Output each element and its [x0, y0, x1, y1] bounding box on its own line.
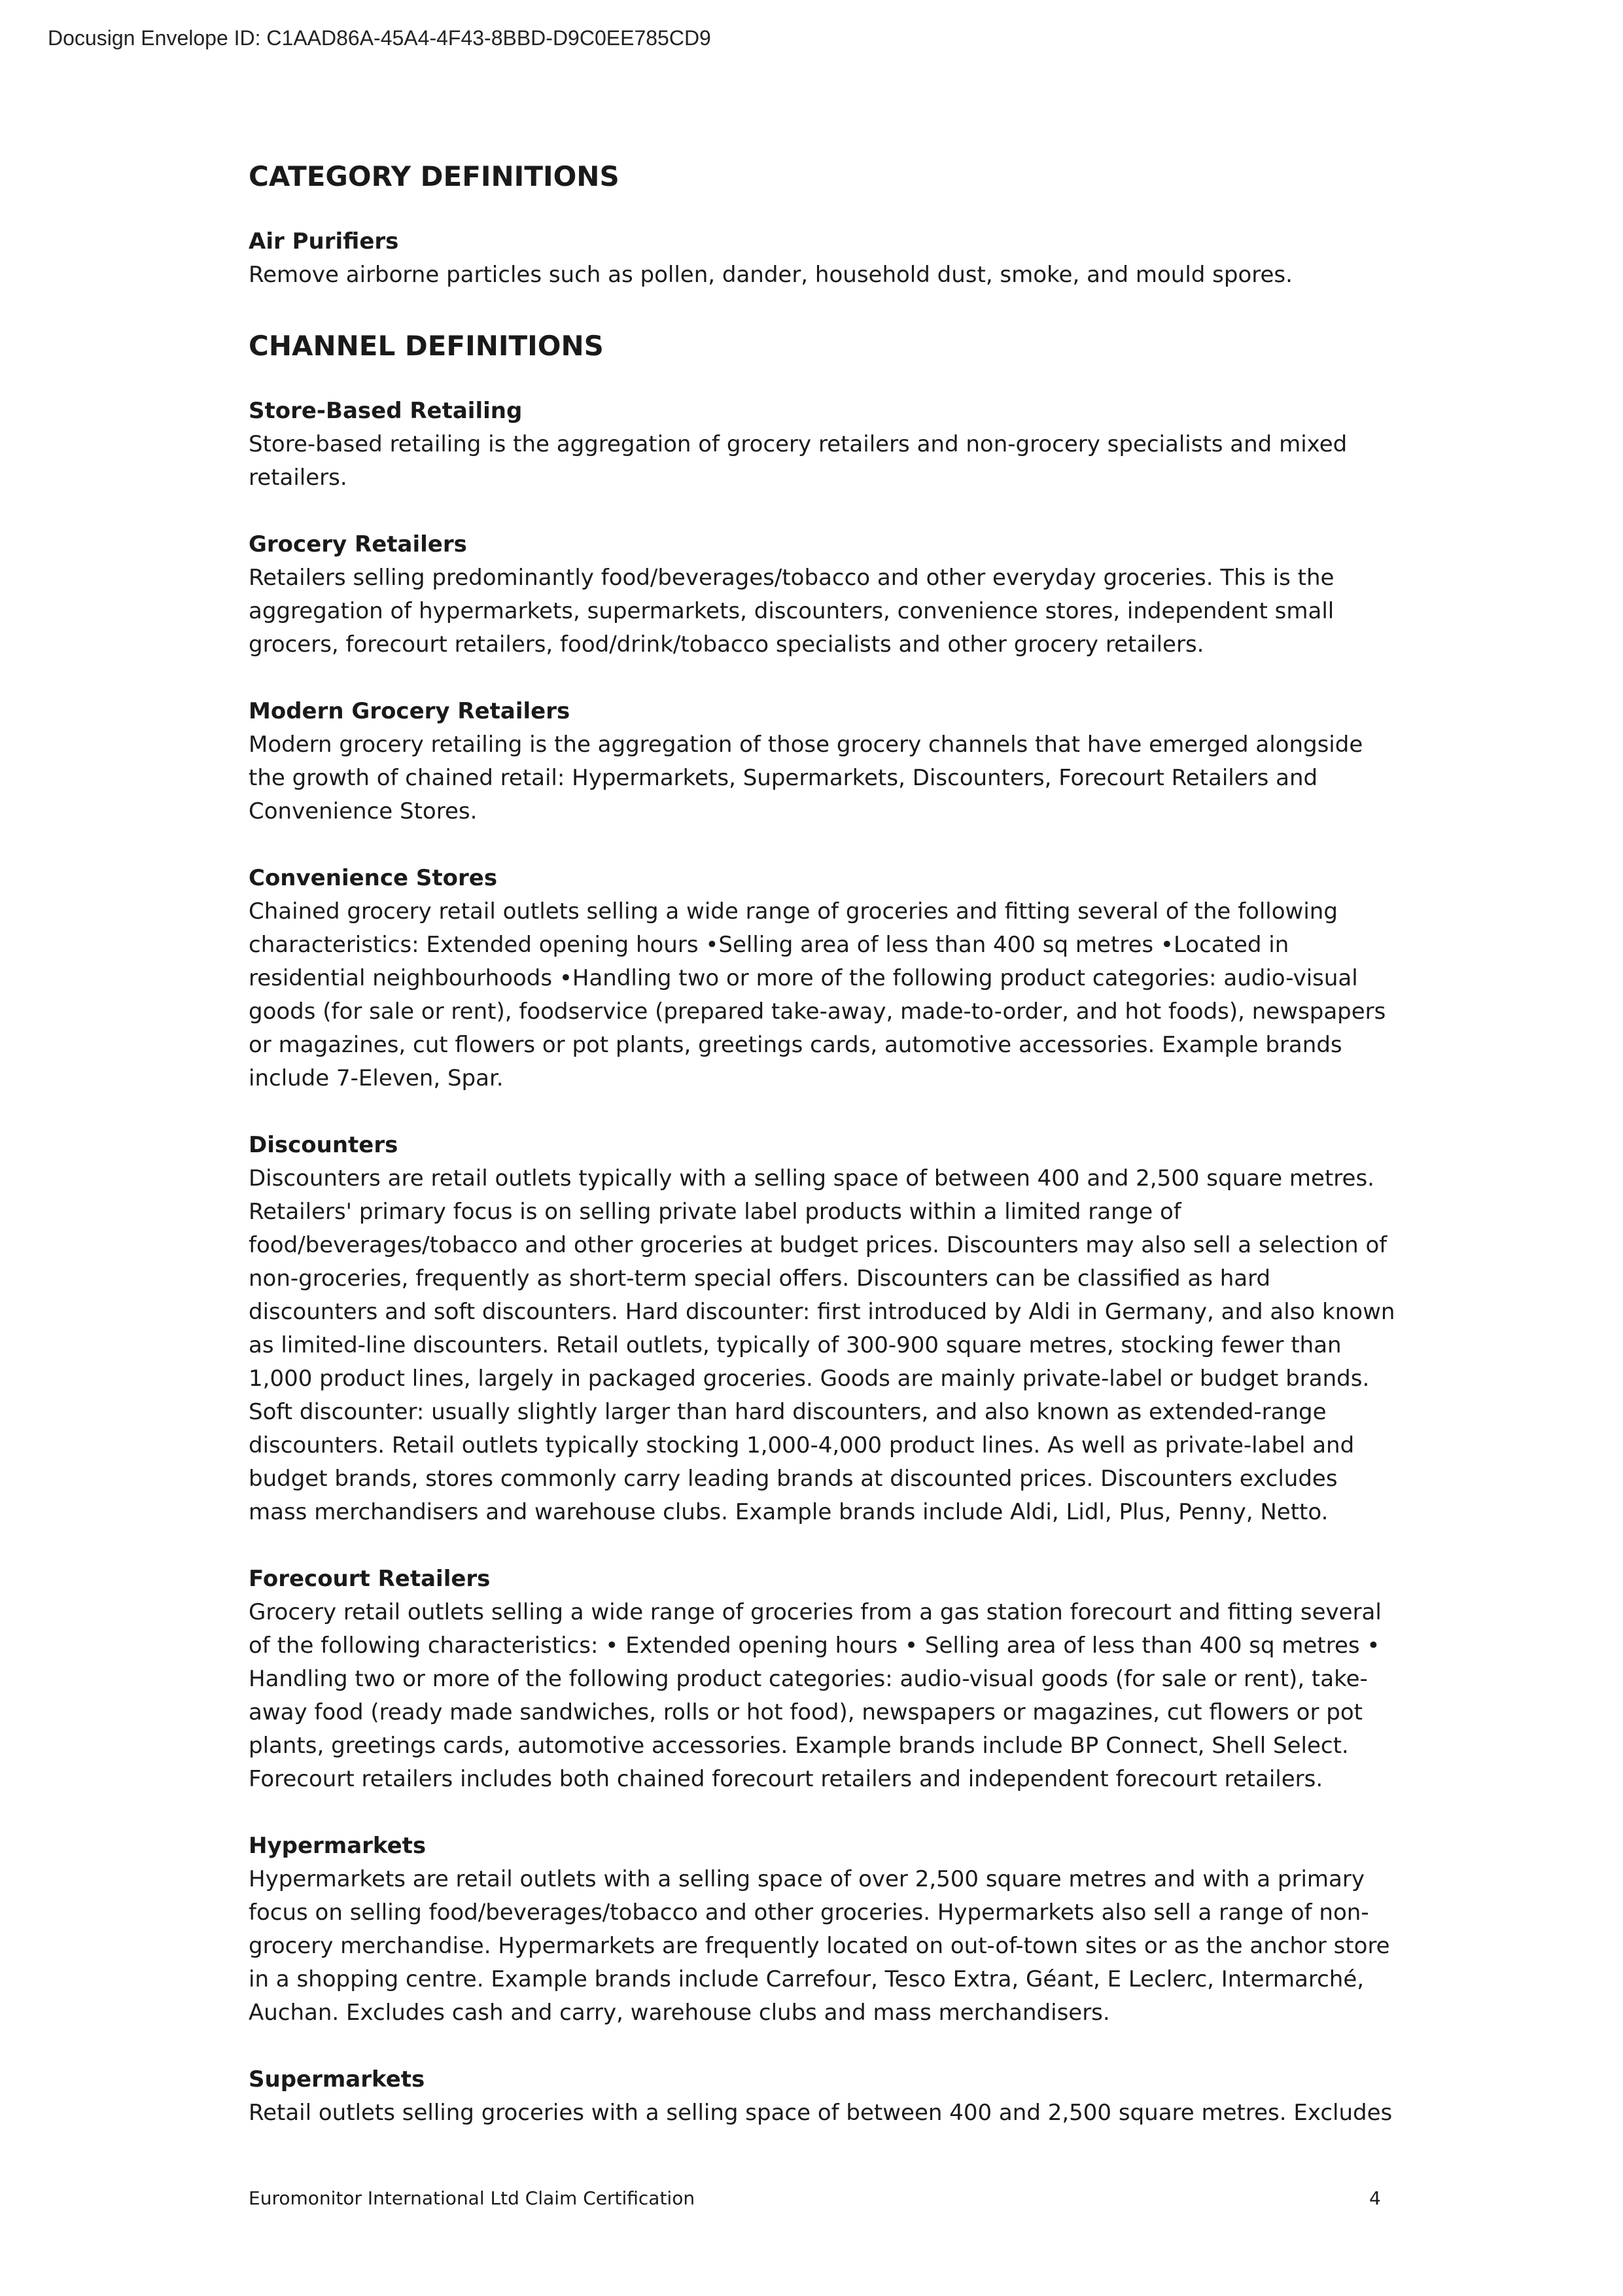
definition-entry [249, 862, 1400, 1095]
definition-title: Convenience Stores [249, 865, 498, 891]
definition-title: Air Purifiers [249, 228, 399, 255]
definition-title: Supermarkets [249, 2066, 425, 2093]
envelope-id: Docusign Envelope ID: C1AAD86A-45A4-4F43-8BBD-D9C0EE785CD9 [48, 26, 711, 50]
definition-entry [249, 695, 1400, 828]
definition-body: Chained grocery retail outlets selling a wide range of groceries and fitting several of the following characteristics: Extended opening hours •Selling area of less than 400 sq metres •Located in residential neighbourhoods •Handling two or more of the following product categories: audio-visual goods (for sale or rent), foodservice (prepared take-away, made-to-order, and hot foods), newspapers or magazines, cut flowers or pot plants, greetings cards, automotive accessories. Example brands include 7-Eleven, Spar. [249, 898, 1386, 1091]
definition-body: Remove airborne particles such as pollen, dander, household dust, smoke, and mould spores. [249, 262, 1293, 288]
definition-entry [249, 1829, 1400, 2030]
definition-title: Forecourt Retailers [249, 1566, 491, 1592]
definition-body: Discounters are retail outlets typically with a selling space of between 400 and 2,500 square metres. Retailers' primary focus is on selling private label products within a limited range of food/beverages/tobacco and other groceries at budget prices. Discounters may also sell a selection of non-groceries, frequently as short-term special offers. Discounters can be classified as hard discounters and soft discounters. Hard discounter: first introduced by Aldi in Germany, and also known as limited-line discounters. Retail outlets, typically of 300-900 square metres, stocking fewer than 1,000 product lines, largely in packaged groceries. Goods are mainly private-label or budget brands. Soft discounter: usually slightly larger than hard discounters, and also known as extended-range discounters. Retail outlets typically stocking 1,000-4,000 product lines. As well as private-label and budget brands, stores commonly carry leading brands at discounted prices. Discounters excludes mass merchandisers and warehouse clubs. Example brands include Aldi, Lidl, Plus, Penny, Netto. [249, 1165, 1395, 1525]
definition-entry [249, 528, 1400, 662]
footer-text: Euromonitor International Ltd Claim Certification [249, 2187, 695, 2209]
definition-title: Grocery Retailers [249, 531, 467, 557]
definition-title: Discounters [249, 1132, 398, 1158]
definition-body: Retailers selling predominantly food/beverages/tobacco and other everyday groceries. This is the aggregation of hypermarkets, supermarkets, discounters, convenience stores, independent small grocers, forecourt retailers, food/drink/tobacco specialists and other grocery retailers. [249, 565, 1335, 658]
definition-entry [249, 395, 1400, 495]
definition-entry [249, 1129, 1400, 1529]
definition-body: Grocery retail outlets selling a wide range of groceries from a gas station forecourt and fitting several of the following characteristics: • Extended opening hours • Selling area of less than 400 sq metres • Handling two or more of the following product categories: audio-visual goods (for sale or rent), take-away food (ready made sandwiches, rolls or hot food), newspapers or magazines, cut flowers or pot plants, greetings cards, automotive accessories. Example brands include BP Connect, Shell Select. Forecourt retailers includes both chained forecourt retailers and independent forecourt retailers. [249, 1599, 1382, 1792]
definition-entry [249, 1563, 1400, 1796]
definition-entry [249, 225, 1400, 292]
page-number: 4 [1369, 2187, 1381, 2209]
category-heading: CATEGORY DEFINITIONS [249, 160, 620, 192]
definition-title: Modern Grocery Retailers [249, 698, 570, 724]
definition-body: Retail outlets selling groceries with a selling space of between 400 and 2,500 square metres. Excludes [249, 2100, 1393, 2126]
definition-title: Hypermarkets [249, 1833, 427, 1859]
document-body [249, 156, 1400, 2163]
channel-heading: CHANNEL DEFINITIONS [249, 330, 604, 362]
definition-body: Hypermarkets are retail outlets with a selling space of over 2,500 square metres and with a primary focus on selling food/beverages/tobacco and other groceries. Hypermarkets also sell a range of non-grocery merchandise. Hypermarkets are frequently located on out-of-town sites or as the anchor store in a shopping centre. Example brands include Carrefour, Tesco Extra, Géant, E Leclerc, Intermarché, Auchan. Excludes cash and carry, warehouse clubs and mass merchandisers. [249, 1866, 1390, 2026]
definition-body: Modern grocery retailing is the aggregation of those grocery channels that have emerged alongside the growth of chained retail: Hypermarkets, Supermarkets, Discounters, Forecourt Retailers and Convenience Stores. [249, 732, 1363, 824]
definition-body: Store-based retailing is the aggregation of grocery retailers and non-grocery specialists and mixed retailers. [249, 431, 1348, 491]
definition-entry [249, 2063, 1400, 2130]
definition-title: Store-Based Retailing [249, 398, 523, 424]
